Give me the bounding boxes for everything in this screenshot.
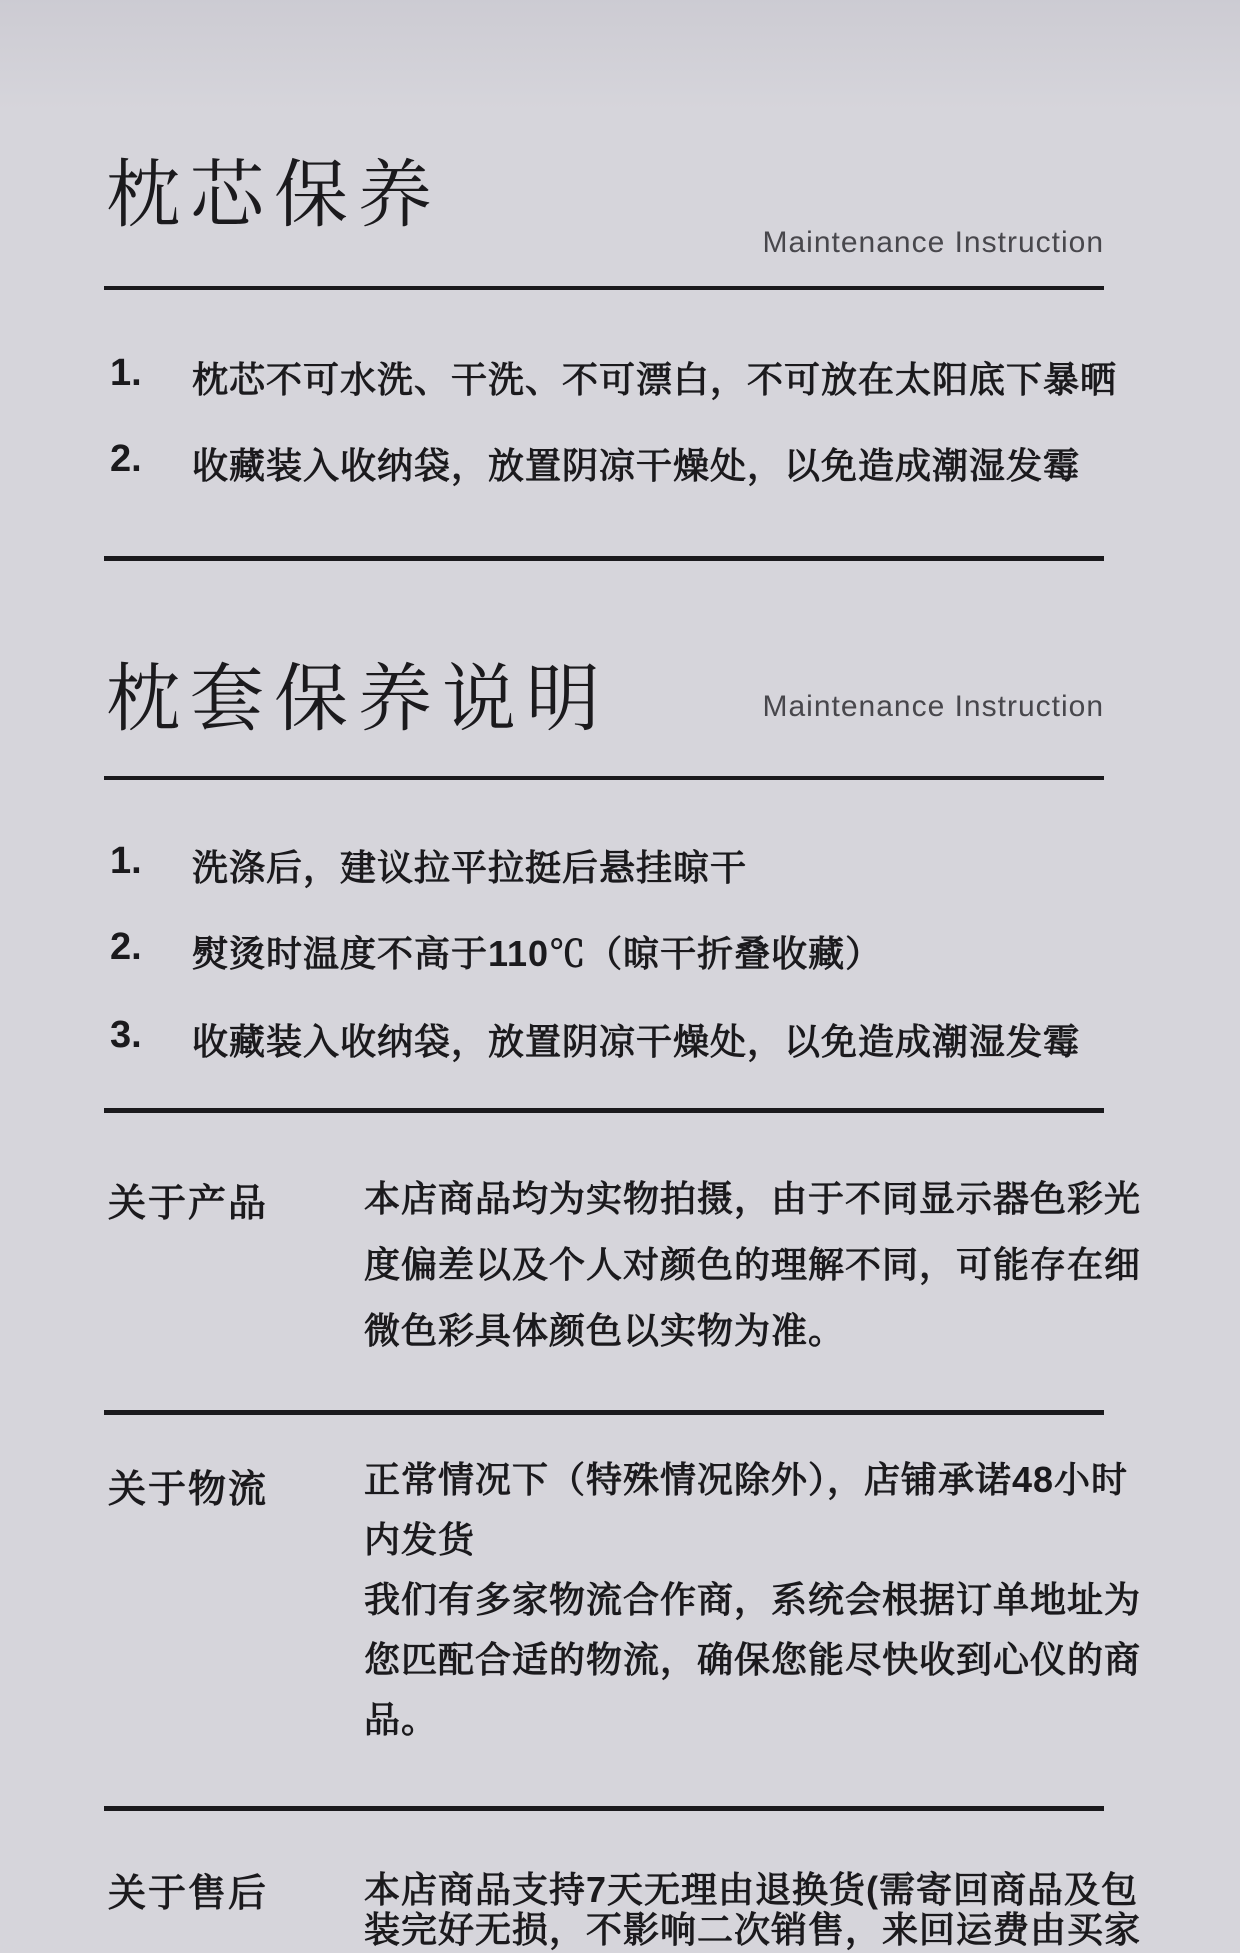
- cover-item-1-number: 1.: [110, 840, 142, 882]
- about-logistics-line-2: 内发货: [364, 1519, 476, 1560]
- about-logistics-text: [364, 1450, 1142, 1750]
- about-logistics-line-5: 品。: [364, 1699, 439, 1740]
- core-item-2-number: 2.: [110, 438, 142, 480]
- cover-item-1-text: 洗涤后，建议拉平拉挺后悬挂晾干: [192, 847, 748, 888]
- pillow-core-section-title: 枕芯保养: [106, 153, 442, 236]
- section-separator-1: [104, 556, 1104, 561]
- pillow-cover-section-title: 枕套保养说明: [106, 657, 610, 740]
- core-item-1-number: 1.: [110, 352, 142, 394]
- section-separator-4: [104, 1806, 1104, 1811]
- about-product-line-1: 本店商品均为实物拍摄，由于不同显示器色彩光: [364, 1178, 1142, 1219]
- about-logistics-line-3: 我们有多家物流合作商，系统会根据订单地址为: [364, 1579, 1142, 1620]
- about-product-line-2: 度偏差以及个人对颜色的理解不同，可能存在细: [364, 1244, 1142, 1285]
- pillow-cover-section-subtitle: Maintenance Instruction: [762, 690, 1104, 723]
- about-aftersale-line-2-partial: 装完好无损，不影响二次销售，来回运费由买家: [364, 1909, 1142, 1950]
- section-separator-3: [104, 1410, 1104, 1415]
- about-logistics-label: 关于物流: [108, 1469, 269, 1511]
- section-separator-2: [104, 1108, 1104, 1113]
- pillow-core-section-subtitle: Maintenance Instruction: [762, 226, 1104, 259]
- cover-item-3-number: 3.: [110, 1014, 142, 1056]
- core-item-1-text: 枕芯不可水洗、干洗、不可漂白，不可放在太阳底下暴晒: [192, 359, 1118, 400]
- about-product-text: [364, 1166, 1142, 1364]
- about-aftersale-text-partial: [364, 1902, 1142, 1953]
- cover-item-2-number: 2.: [110, 926, 142, 968]
- about-logistics-line-4: 您匹配合适的物流，确保您能尽快收到心仪的商: [364, 1639, 1142, 1680]
- about-product-label: 关于产品: [108, 1183, 269, 1225]
- divider-under-cover-title: [104, 776, 1104, 780]
- about-product-line-3: 微色彩具体颜色以实物为准。: [364, 1310, 846, 1351]
- cover-item-3-text: 收藏装入收纳袋，放置阴凉干燥处，以免造成潮湿发霉: [192, 1021, 1081, 1062]
- about-aftersale-line-1: 本店商品支持7天无理由退换货(需寄回商品及包: [364, 1869, 1139, 1910]
- about-logistics-line-1: 正常情况下（特殊情况除外），店铺承诺48小时: [364, 1459, 1129, 1500]
- about-aftersale-label: 关于售后: [108, 1873, 269, 1915]
- core-item-2-text: 收藏装入收纳袋，放置阴凉干燥处，以免造成潮湿发霉: [192, 445, 1081, 486]
- divider-under-core-title: [104, 286, 1104, 290]
- cover-item-2-text: 熨烫时温度不高于110℃（晾干折叠收藏）: [192, 933, 883, 974]
